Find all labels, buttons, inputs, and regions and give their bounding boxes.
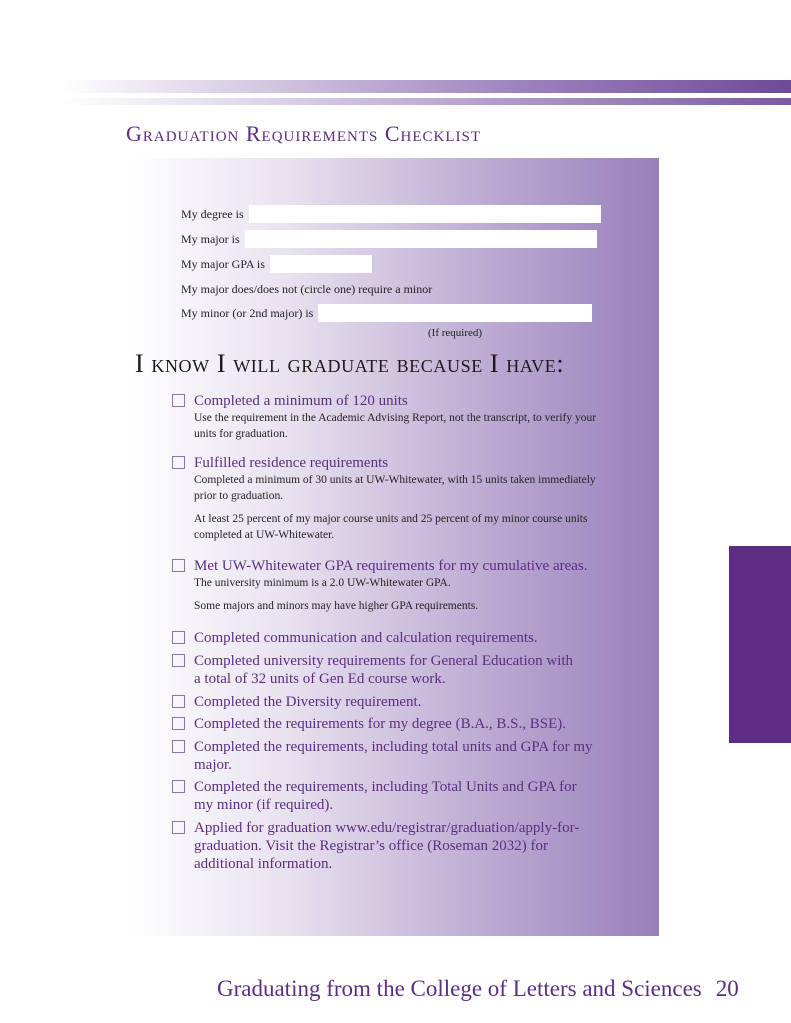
checklist-item xyxy=(172,392,602,442)
gpa-field[interactable] xyxy=(270,255,372,273)
item-title: Completed the requirements, including total units and GPA for my major. xyxy=(194,739,593,773)
minor-row xyxy=(181,304,592,322)
checklist-item xyxy=(172,738,602,774)
checkbox[interactable] xyxy=(172,456,185,469)
checkbox[interactable] xyxy=(172,780,185,793)
minor-required-label[interactable]: My major does/does not (circle one) require a minor xyxy=(181,281,433,296)
item-desc: Use the requirement in the Academic Advising Report, not the transcript, to verify your units for graduation. xyxy=(194,412,597,440)
item-title: Completed the requirements for my degree (B.A., B.S., BSE). xyxy=(194,716,567,732)
header-band xyxy=(60,80,791,93)
checklist-item xyxy=(172,819,602,873)
checkbox[interactable] xyxy=(172,631,185,644)
checklist-item xyxy=(172,715,602,733)
page-number: 20 xyxy=(715,976,739,1001)
checkbox[interactable] xyxy=(172,559,185,572)
footer-text: Graduating from the College of Letters and Sciences xyxy=(217,976,702,1001)
degree-row xyxy=(181,205,601,223)
minor-required-row xyxy=(181,280,432,298)
item-desc: At least 25 percent of my major course units and 25 percent of my minor course units completed at UW-Whitewater. xyxy=(194,513,588,541)
checklist-item xyxy=(172,778,602,814)
checkbox[interactable] xyxy=(172,394,185,407)
checkbox[interactable] xyxy=(172,821,185,834)
item-desc: Completed a minimum of 30 units at UW-Whitewater, with 15 units taken immediately prior to graduation. xyxy=(194,474,596,502)
major-label: My major is xyxy=(181,231,240,246)
item-title: Met UW-Whitewater GPA requirements for my cumulative areas. xyxy=(194,558,588,574)
checklist-item xyxy=(172,652,602,688)
item-title: Completed a minimum of 120 units xyxy=(194,393,408,409)
item-title: Fulfilled residence requirements xyxy=(194,455,389,471)
checkbox[interactable] xyxy=(172,695,185,708)
page-title: Graduation Requirements Checklist xyxy=(126,121,482,146)
degree-field[interactable] xyxy=(249,205,601,223)
if-required-note: (If required) xyxy=(428,327,483,339)
item-title: Completed the requirements, including Total Units and GPA for my minor (if required). xyxy=(194,779,577,813)
item-title: Completed communication and calculation requirements. xyxy=(194,630,538,646)
header-band-thin xyxy=(60,98,791,105)
minor-field[interactable] xyxy=(318,304,592,322)
checklist-panel xyxy=(126,158,659,936)
item-desc: The university minimum is a 2.0 UW-Whitewater GPA. xyxy=(194,577,451,589)
minor-label: My minor (or 2nd major) is xyxy=(181,305,314,320)
gpa-row xyxy=(181,255,372,273)
major-field[interactable] xyxy=(245,230,597,248)
checkbox[interactable] xyxy=(172,740,185,753)
item-title: Applied for graduation www.edu/registrar/graduation/apply-for-graduation. Visit the Registrar’s office (Roseman 2032) for additional information. xyxy=(194,820,580,872)
item-desc: Some majors and minors may have higher GPA requirements. xyxy=(194,600,479,612)
section-tab xyxy=(729,546,791,743)
checklist-item xyxy=(172,629,602,647)
checkbox[interactable] xyxy=(172,717,185,730)
degree-label: My degree is xyxy=(181,206,244,221)
page-footer xyxy=(217,976,739,1002)
item-title: Completed university requirements for General Education with a total of 32 units of Gen Ed course work. xyxy=(194,653,574,687)
major-row xyxy=(181,230,597,248)
checkbox[interactable] xyxy=(172,654,185,667)
item-title: Completed the Diversity requirement. xyxy=(194,694,422,710)
gpa-label: My major GPA is xyxy=(181,256,265,271)
checklist-item xyxy=(172,557,602,614)
checklist-item xyxy=(172,454,602,543)
checklist-item xyxy=(172,693,602,711)
checklist-headline: I know I will graduate because I have: xyxy=(135,349,565,378)
